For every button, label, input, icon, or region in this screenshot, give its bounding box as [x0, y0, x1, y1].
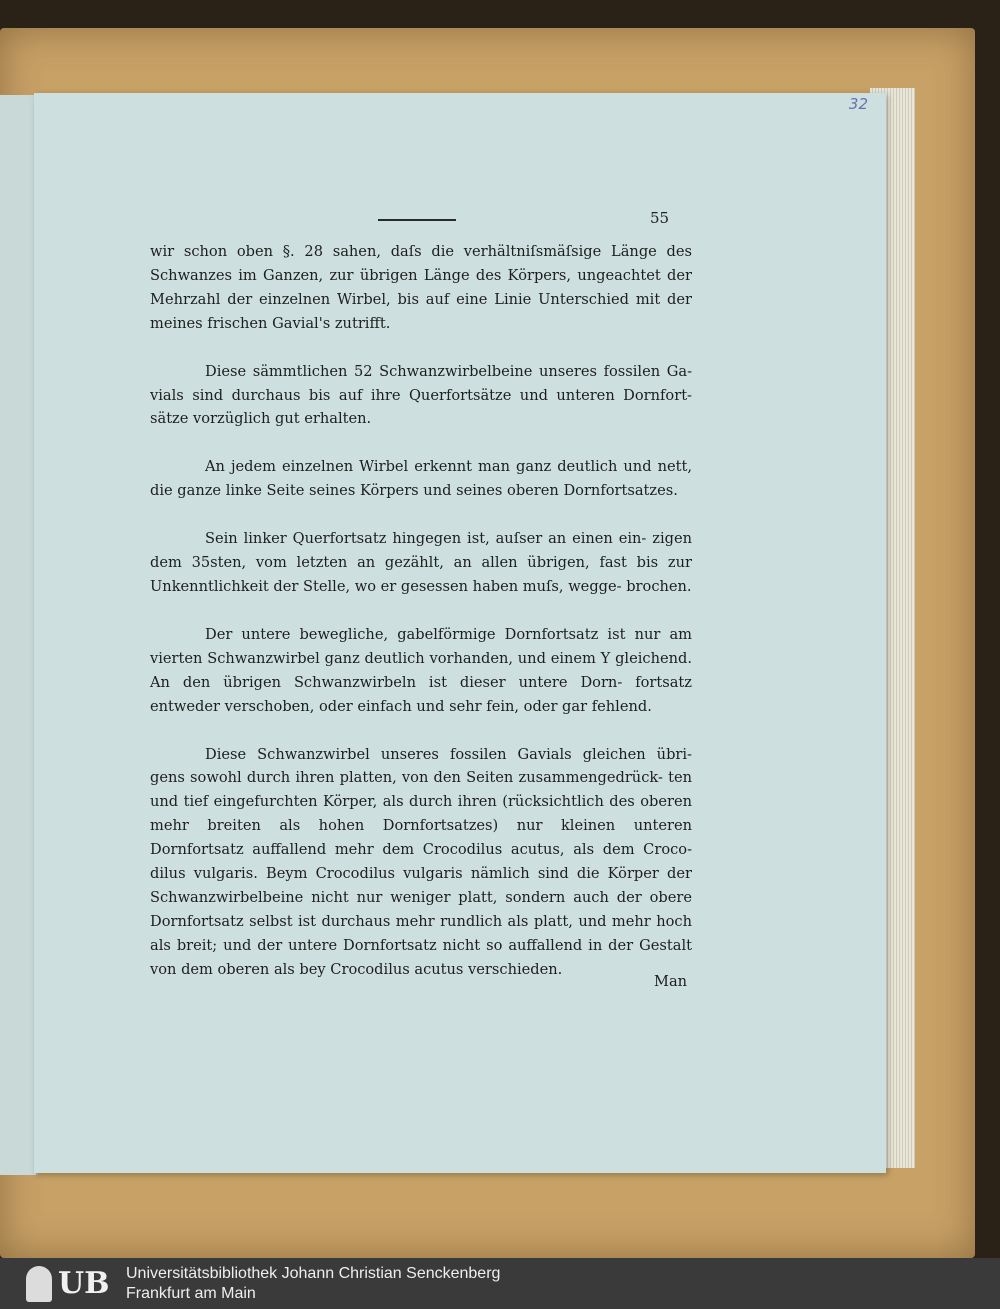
text-line: der meines frischen Gavial's zutrifft. [150, 290, 692, 332]
text-line: ten und tief eingefurchten Körper, als durch ihren (rücksichtlich des [150, 769, 692, 811]
paragraph-4 [150, 527, 692, 599]
text-line: Schwanzwirbelbeine nicht nur weniger platt, sondern auch der obere [150, 888, 692, 906]
text-line: Diese sämmtlichen 52 Schwanzwirbelbeine unseres fossilen Ga- [205, 362, 692, 380]
paragraph-5 [150, 623, 692, 719]
portrait-bust-icon [26, 1266, 52, 1302]
text-line: Dornfortsatz selbst ist durchaus mehr rundlich als platt, und mehr [150, 912, 657, 930]
paragraph-3 [150, 455, 692, 503]
text-line: gens sowohl durch ihren platten, von den Seiten zusammengedrück- [150, 769, 669, 787]
library-name: Universitätsbibliothek Johann Christian Senckenberg [126, 1265, 501, 1282]
text-line: Dornfortsatzes. [563, 482, 678, 500]
text-line: An jedem einzelnen Wirbel erkennt man ganz deutlich und [205, 458, 658, 476]
text-line: Mehrzahl der einzelnen Wirbel, bis auf eine Linie Unterschied mit [150, 290, 668, 308]
text-line: Der untere bewegliche, gabelförmige Dornfortsatz ist [205, 625, 635, 643]
text-line: fehlend. [591, 697, 652, 715]
body-text [150, 240, 692, 982]
text-line: fortsatz entweder verschoben, oder einfach und sehr fein, oder gar [150, 673, 692, 715]
text-line: brochen. [626, 577, 692, 595]
library-location: Frankfurt am Main [126, 1285, 256, 1302]
text-line: hoch als breit; und der untere Dornfortsatz nicht so auffallend in der [150, 912, 692, 954]
library-footer [0, 1258, 1000, 1309]
text-line: Sein linker Querfortsatz hingegen ist, auſser an einen ein- [205, 530, 653, 548]
text-line: vials sind durchaus bis auf ihre Querfortsätze und unteren Dornfort- [150, 386, 692, 404]
page-number: 55 [650, 209, 670, 227]
text-line: zur Unkenntlichkeit der Stelle, wo er gesessen haben muſs, wegge- [150, 554, 692, 595]
text-line: gleichend. An den übrigen Schwanzwirbeln ist dieser untere Dorn- [150, 649, 692, 691]
header-rule [378, 219, 456, 221]
book-page [34, 93, 886, 1173]
text-line: zigen dem 35sten, vom letzten an gezählt, an allen übrigen, fast bis [150, 530, 692, 572]
text-line: nett, die ganze linke Seite seines Körpers und seines oberen [150, 458, 692, 500]
left-page-edge [0, 95, 38, 1175]
paragraph-2 [150, 360, 692, 432]
paragraph-6 [150, 743, 692, 982]
text-line: Gestalt von dem oberen als bey Crocodilus acutus verschieden. [150, 936, 692, 978]
corner-folio-number: 32 [848, 95, 868, 113]
text-line: Schwanzes im Ganzen, zur übrigen Länge des Körpers, ungeachtet der [150, 266, 692, 284]
text-line: Dornfortsatz auffallend mehr dem Crocodilus acutus, als dem Croco- [150, 841, 692, 859]
text-line: wir schon oben §. 28 sahen, daſs die verhältniſsmäſsige Länge des [150, 243, 692, 260]
text-line: dilus vulgaris. Beym Crocodilus vulgaris nämlich sind die Körper der [150, 865, 692, 883]
catchword: Man [654, 973, 688, 990]
paragraph-1 [150, 240, 692, 336]
logo-text: UB [58, 1266, 110, 1301]
text-line: oberen mehr breiten als hohen Dornfortsatzes) nur kleinen unteren [150, 793, 692, 835]
text-line: sätze vorzüglich gut erhalten. [150, 410, 372, 428]
text-line: nur am vierten Schwanzwirbel ganz deutlich vorhanden, und einem Y [150, 625, 692, 667]
library-logo[interactable] [26, 1266, 116, 1302]
text-line: Diese Schwanzwirbel unseres fossilen Gavials gleichen übri- [205, 745, 692, 763]
